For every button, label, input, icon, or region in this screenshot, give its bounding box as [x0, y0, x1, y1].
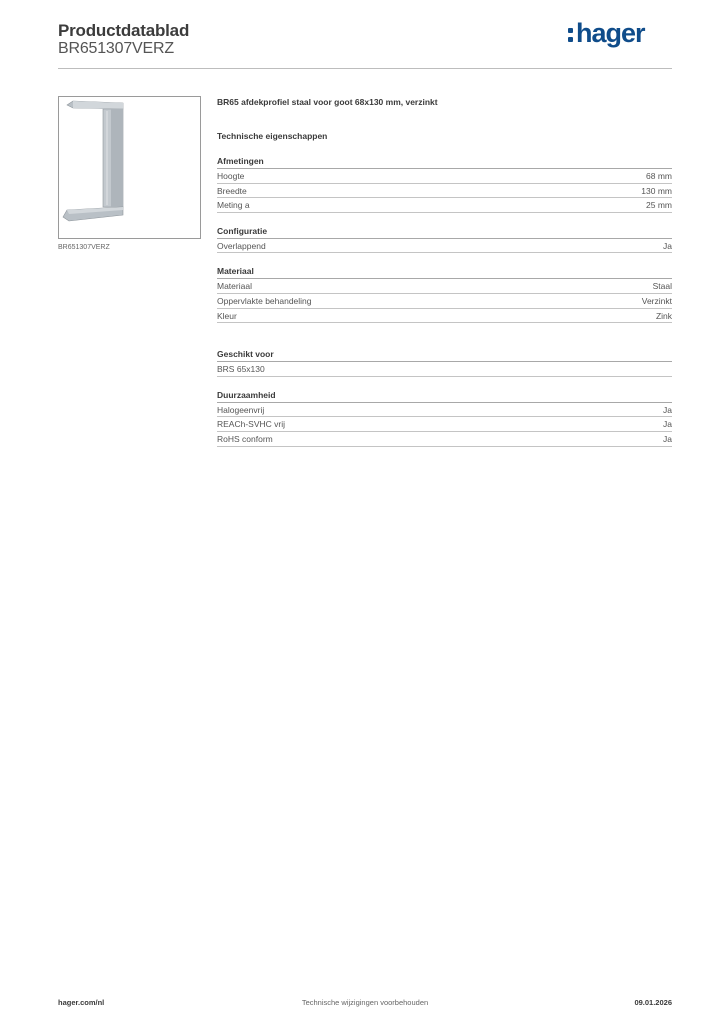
- section-title: Configuratie: [217, 225, 672, 239]
- cover-profile-icon: [59, 97, 200, 238]
- spec-row: [217, 294, 672, 309]
- spec-value: 130 mm: [641, 185, 672, 196]
- section-material: [217, 265, 672, 323]
- hager-logo: [568, 18, 645, 49]
- section-dimensions: [217, 155, 672, 213]
- header-divider: [58, 68, 672, 69]
- spec-label: BRS 65x130: [217, 364, 265, 375]
- spec-label: REACh-SVHC vrij: [217, 419, 286, 430]
- spec-label: Hoogte: [217, 171, 245, 181]
- spec-row: [217, 198, 672, 213]
- footer-disclaimer: Technische wijzigingen voorbehouden: [301, 998, 429, 1007]
- footer-date: 09.01.2026: [634, 998, 672, 1007]
- spec-value: Ja: [663, 240, 672, 251]
- spec-label: Breedte: [217, 185, 247, 196]
- spec-row: [217, 184, 672, 199]
- spec-value: 68 mm: [646, 171, 672, 181]
- spec-label: Overlappend: [217, 240, 266, 251]
- technical-properties-heading: Technische eigenschappen: [217, 131, 328, 141]
- spec-value: Ja: [663, 419, 672, 430]
- spec-content: [217, 95, 672, 447]
- spec-row: [217, 309, 672, 324]
- spec-label: Materiaal: [217, 281, 252, 292]
- spec-value: Verzinkt: [641, 295, 672, 306]
- section-title: Afmetingen: [217, 155, 672, 169]
- spec-row: [217, 432, 672, 447]
- section-title: Duurzaamheid: [217, 389, 672, 403]
- page-title: Productdatablad: [58, 21, 190, 40]
- product-image: [58, 96, 201, 239]
- spec-label: Halogeenvrij: [217, 404, 265, 415]
- spec-value: Ja: [663, 404, 672, 415]
- spec-value: Ja: [663, 433, 672, 444]
- spec-row: [217, 403, 672, 418]
- spec-row: [217, 169, 672, 184]
- spec-row: [217, 279, 672, 294]
- spec-label: RoHS conform: [217, 433, 273, 444]
- section-title: Materiaal: [217, 265, 672, 279]
- spec-label: Oppervlakte behandeling: [217, 295, 312, 306]
- product-code: BR651307VERZ: [58, 40, 174, 57]
- section-title: Geschikt voor: [217, 348, 672, 362]
- spec-row: [217, 417, 672, 432]
- spec-row: [217, 239, 672, 254]
- product-description: BR65 afdekprofiel staal voor goot 68x130 mm, verzinkt: [217, 97, 438, 107]
- logo-dots-icon: [568, 28, 573, 42]
- logo-text: hager: [576, 18, 645, 48]
- image-caption: BR651307VERZ: [58, 244, 110, 251]
- spec-row: [217, 362, 672, 377]
- spec-label: Meting a: [217, 200, 250, 211]
- section-configuration: [217, 225, 672, 254]
- spec-value: 25 mm: [646, 200, 672, 211]
- section-suitable-for: [217, 348, 672, 377]
- section-sustainability: [217, 389, 672, 447]
- spec-label: Kleur: [217, 310, 237, 321]
- footer-website-link[interactable]: hager.com/nl: [58, 998, 105, 1007]
- spec-value: Staal: [652, 281, 672, 292]
- spec-value: Zink: [655, 310, 672, 321]
